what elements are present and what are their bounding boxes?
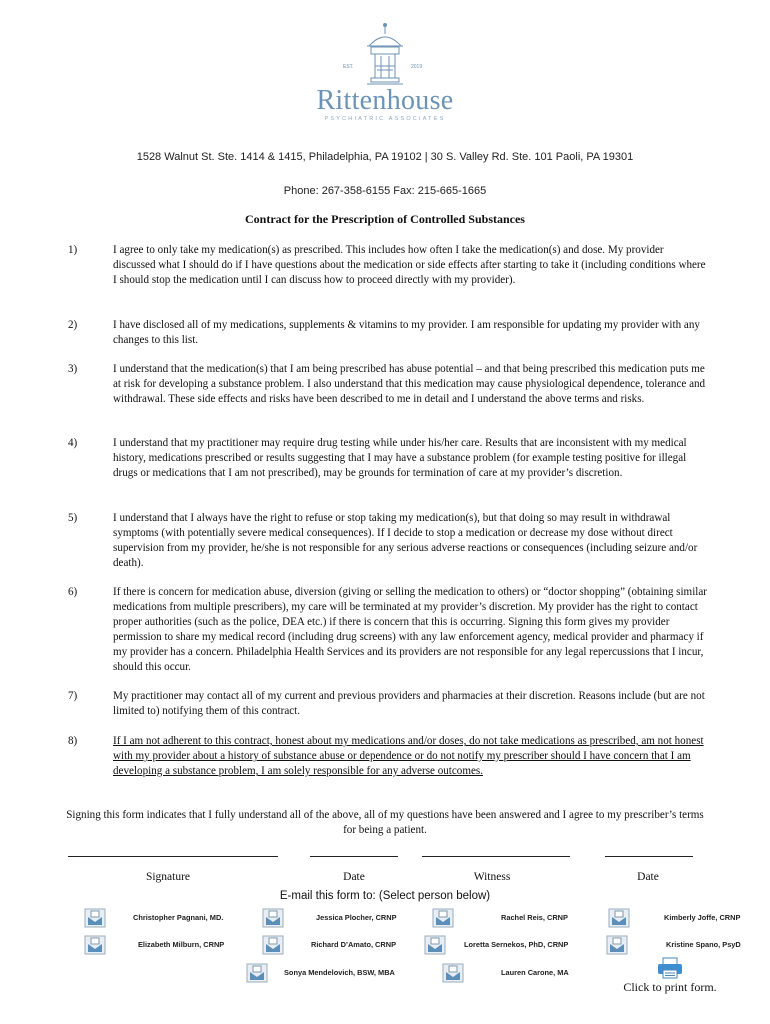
mail-icon — [84, 908, 106, 928]
contract-item — [68, 362, 708, 407]
contact-name: Richard D’Amato, CRNP — [311, 940, 397, 949]
printer-icon — [657, 957, 683, 979]
date-line[interactable] — [310, 856, 398, 857]
email-contact-button[interactable] — [84, 908, 234, 930]
est-left: EST. — [343, 64, 354, 70]
mail-icon — [608, 908, 630, 928]
contract-item — [68, 318, 708, 348]
contact-name: Lauren Carone, MA — [501, 968, 569, 977]
date-line[interactable] — [605, 856, 693, 857]
contact-name: Kristine Spano, PsyD — [666, 940, 741, 949]
contract-item — [68, 511, 708, 571]
brand-tagline: PSYCHIATRIC ASSOCIATES — [324, 116, 446, 122]
contract-item — [68, 585, 708, 675]
logo — [0, 22, 770, 122]
item-number: 5) — [68, 512, 78, 524]
email-contact-button[interactable] — [606, 935, 746, 957]
print-button[interactable] — [600, 957, 740, 995]
email-contact-button[interactable] — [424, 935, 574, 957]
contact-name: Sonya Mendelovich, BSW, MBA — [284, 968, 395, 977]
mail-icon — [246, 963, 268, 983]
contact-name: Christopher Pagnani, MD. — [133, 913, 224, 922]
contact-name: Kimberly Joffe, CRNP — [664, 913, 741, 922]
phone-fax: Phone: 267-358-6155 Fax: 215-665-1665 — [283, 185, 487, 197]
item-text: I understand that my practitioner may require drug testing while under his/her care. Results that are inconsistent with my medical history, medications prescribed or results suggesting that I may have a substance problem (for example testing positive for illegal drugs or medications that I am not prescribed), may be grounds for termination of care at my provider’s discretion. — [113, 437, 687, 479]
est-right: 2019 — [411, 64, 423, 70]
mail-icon — [442, 963, 464, 983]
item-text: I understand that I always have the right to refuse or stop taking my medication(s), but that doing so may result in withdrawal symptoms (with potentially severe medical consequences). If I decide to stop a medication or decrease my dose without direct supervision from my provider, he/she is not responsible for any serious adverse reactions or consequences (including seizure and/or death). — [113, 512, 698, 569]
date-label: Date — [343, 871, 365, 883]
signing-statement: Signing this form indicates that I fully understand all of the above, all of my questions have been answered and I agree to my prescriber’s terms for being a patient. — [66, 809, 704, 836]
contract-item — [68, 436, 708, 481]
email-prompt: E-mail this form to: (Select person below) — [279, 890, 491, 902]
contact-name: Elizabeth Milburn, CRNP — [138, 940, 225, 949]
signature-label: Signature — [145, 871, 191, 883]
address: 1528 Walnut St. Ste. 1414 & 1415, Philadelphia, PA 19102 | 30 S. Valley Rd. Ste. 101 Paoli, PA 19301 — [136, 151, 634, 163]
email-contact-button[interactable] — [432, 908, 582, 930]
item-text: I agree to only take my medication(s) as prescribed. This includes how often I take the medication(s) and dose. My provider discussed what I should do if I have questions about the medication or side effects after starting to take it (including conditions where I should stop the medication until I can discuss how to proceed directly with my provider). — [113, 244, 706, 286]
email-contact-button[interactable] — [262, 935, 412, 957]
email-contact-button[interactable] — [608, 908, 748, 930]
mail-icon — [262, 908, 284, 928]
date-label: Date — [637, 871, 659, 883]
item-text: My practitioner may contact all of my current and previous providers and pharmacies at their discretion. Reasons include (but are not limited to) notifying them of this contract. — [113, 690, 705, 717]
item-text-underlined: If I am not adherent to this contract, honest about my medications and/or doses, do not take medications as prescribed, am not honest with my provider about a history of substance abuse or dependence or do not notify my prescriber should I have concern that I am developing a substance problem, I am solely responsible for any adverse outcomes. — [113, 735, 704, 777]
mail-icon — [262, 935, 284, 955]
item-number: 1) — [68, 244, 78, 256]
item-number: 2) — [68, 319, 78, 331]
email-contact-button[interactable] — [262, 908, 412, 930]
item-text: I understand that the medication(s) that I am being prescribed has abuse potential – and that being prescribed this medication puts me at risk for developing a substance problem. I also understand that this medication may cause physiological dependence, tolerance and withdrawal. These side effects and risks have been described to me in detail and I understand the above terms and risks. — [113, 363, 706, 405]
witness-label: Witness — [473, 871, 511, 883]
witness-line[interactable] — [422, 856, 570, 857]
item-text: I have disclosed all of my medications, supplements & vitamins to my provider. I am responsible for updating my provider with any changes to this list. — [113, 319, 700, 346]
item-number: 4) — [68, 437, 78, 449]
print-label: Click to print form. — [623, 980, 717, 994]
mail-icon — [84, 935, 106, 955]
brand-name: Rittenhouse — [316, 85, 454, 116]
contact-name: Jessica Plocher, CRNP — [316, 913, 397, 922]
item-text: If there is concern for medication abuse, diversion (giving or selling the medication to others) or “doctor shopping” (obtaining similar medications from multiple prescribers), my care will be terminated at my provider’s discretion. My provider has the right to contact proper authorities (such as the police, DEA etc.) if there is concern that this is occurring. Signing this form gives my provider permission to share my medical record (including drug screens) with any law enforcement agency, medical provider and pharmacy if my provider has a concern. Philadelphia Health Services and its providers are not responsible for any legal repercussions that I incur, should this occur. — [113, 586, 707, 673]
contract-item — [68, 689, 708, 719]
item-number: 8) — [68, 735, 78, 747]
contract-item — [68, 734, 708, 779]
contact-name: Rachel Reis, CRNP — [501, 913, 568, 922]
item-number: 7) — [68, 690, 78, 702]
document-title: Contract for the Prescription of Controlled Substances — [245, 212, 525, 226]
contract-item — [68, 243, 708, 288]
item-number: 3) — [68, 363, 78, 375]
gazebo-icon — [325, 22, 445, 86]
item-number: 6) — [68, 586, 78, 598]
mail-icon — [432, 908, 454, 928]
email-contact-button[interactable] — [84, 935, 234, 957]
email-contact-button[interactable] — [246, 963, 416, 985]
signature-line[interactable] — [68, 856, 278, 857]
mail-icon — [424, 935, 446, 955]
contact-name: Loretta Sernekos, PhD, CRNP — [464, 940, 569, 949]
email-contact-button[interactable] — [442, 963, 582, 985]
mail-icon — [606, 935, 628, 955]
